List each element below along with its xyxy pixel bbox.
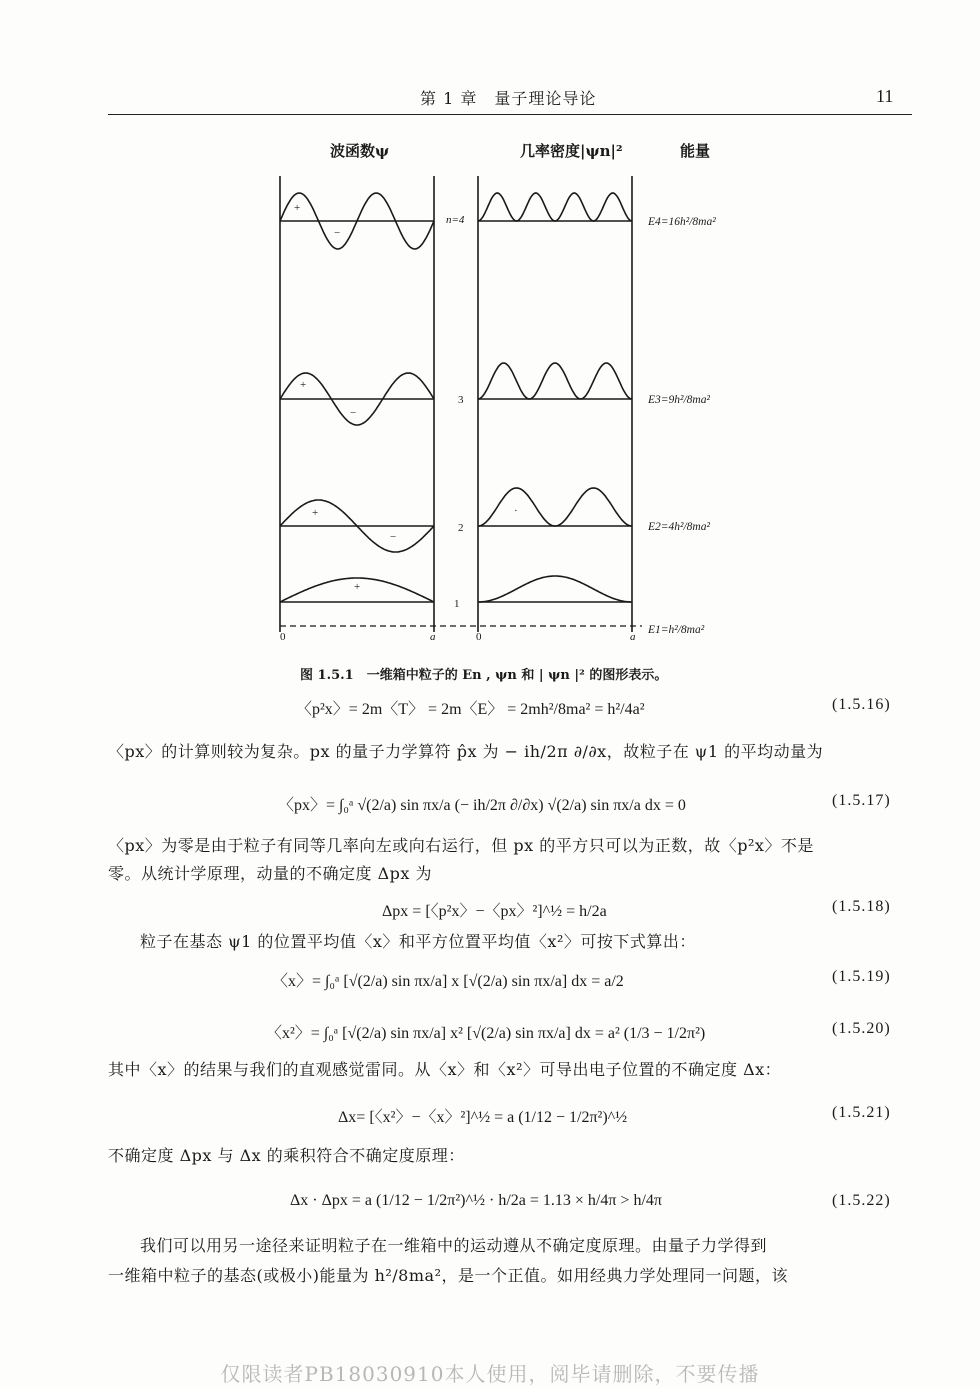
wavefunction-column-heading: 波函数ψ <box>330 142 390 160</box>
paragraph-alternative-proof-line1: 我们可以用另一途径来证明粒子在一维箱中的运动遵从不确定度原理。由量子力学得到 <box>140 1236 768 1255</box>
equation-1-5-20: 〈x²〉= ∫₀ᵃ [√(2/a) sin πx/a] x² [√(2/a) sin πx/a] dx = a² (1/3 − 1/2π²) <box>266 1025 706 1042</box>
psi3-minus-sign: − <box>350 407 357 419</box>
equation-number-1-5-21: (1.5.21) <box>832 1104 891 1121</box>
prob1-curve <box>478 576 632 602</box>
paragraph-px-operator: 〈px〉的计算则较为复杂。px 的量子力学算符 p̂x 为 − ih/2π ∂/∂x，故粒子在 ψ1 的平均动量为 <box>108 742 824 761</box>
n4-label: n=4 <box>446 214 465 226</box>
n3-label: 3 <box>458 394 464 406</box>
left-box-a-label: a <box>430 631 436 643</box>
equation-1-5-17: 〈px〉= ∫₀ᵃ √(2/a) sin πx/a (− ih/2π ∂/∂x) √(2/a) sin πx/a dx = 0 <box>278 797 686 814</box>
left-box-origin-label: 0 <box>280 631 286 643</box>
energy-column-heading: 能量 <box>680 142 711 160</box>
equation-number-1-5-17: (1.5.17) <box>832 792 891 809</box>
paragraph-delta-x: 其中〈x〉的结果与我们的直观感觉雷同。从〈x〉和〈x²〉可导出电子位置的不确定度 Δx： <box>108 1060 782 1079</box>
chapter-title: 第 1 章 量子理论导论 <box>420 89 597 108</box>
energy-level-2: E2=4h²/8ma² <box>648 521 710 533</box>
watermark: 仅限读者PB18030910本人使用，阅毕请删除，不要传播 <box>220 1362 760 1386</box>
prob2-curve <box>478 488 632 526</box>
header-rule <box>108 114 912 115</box>
paragraph-alternative-proof-line2: 一维箱中粒子的基态(或极小)能量为 h²/8ma²，是一个正值。如用经典力学处理同一问题，该 <box>108 1266 788 1285</box>
psi3-plus-sign: + <box>300 379 307 391</box>
right-box-origin-label: 0 <box>476 631 482 643</box>
equation-1-5-18: Δpx = [〈p²x〉−〈px〉²]^½ = h/2a <box>382 903 607 920</box>
prob3-curve <box>478 363 632 399</box>
paragraph-px-zero-line2: 零。从统计学原理，动量的不确定度 Δpx 为 <box>108 864 432 883</box>
right-box-a-label: a <box>630 631 636 643</box>
psi2-plus-sign: + <box>312 507 319 519</box>
prob4-curve <box>478 193 632 221</box>
equation-number-1-5-16: (1.5.16) <box>832 696 891 713</box>
energy-level-1: E1=h²/8ma² <box>648 624 705 636</box>
n2-label: 2 <box>458 522 464 534</box>
equation-1-5-16: 〈p²x〉= 2m〈T〉 = 2m〈E〉 = 2mh²/8ma² = h²/4a² <box>296 701 645 718</box>
equation-number-1-5-20: (1.5.20) <box>832 1020 891 1037</box>
prob2-dot: · <box>514 505 518 517</box>
energy-level-4: E4=16h²/8ma² <box>648 216 716 228</box>
figure-caption: 图 1.5.1 一维箱中粒子的 En , ψn 和 | ψn |² 的图形表示。 <box>300 668 668 683</box>
paragraph-uncertainty-product: 不确定度 Δpx 与 Δx 的乘积符合不确定度原理： <box>108 1146 465 1165</box>
energy-level-3: E3=9h²/8ma² <box>648 394 710 406</box>
equation-number-1-5-18: (1.5.18) <box>832 898 891 915</box>
probability-column-heading: 几率密度|ψn|² <box>520 142 623 160</box>
equation-1-5-22: Δx · Δpx = a (1/12 − 1/2π²)^½ · h/2a = 1.13 × h/4π > h/4π <box>290 1192 662 1209</box>
equation-number-1-5-22: (1.5.22) <box>832 1192 891 1209</box>
equation-number-1-5-19: (1.5.19) <box>832 968 891 985</box>
psi2-minus-sign: − <box>390 531 397 543</box>
equation-1-5-21: Δx= [〈x²〉−〈x〉²]^½ = a (1/12 − 1/2π²)^½ <box>338 1109 628 1126</box>
n1-label: 1 <box>454 598 460 610</box>
psi4-plus-sign: + <box>294 202 301 214</box>
psi1-plus-sign: + <box>354 581 361 593</box>
equation-1-5-19: 〈x〉= ∫₀ᵃ [√(2/a) sin πx/a] x [√(2/a) sin πx/a] dx = a/2 <box>272 973 624 990</box>
paragraph-px-zero-line1: 〈px〉为零是由于粒子有同等几率向左或向右运行，但 px 的平方只可以为正数，故〈p²x〉不是 <box>108 836 814 855</box>
paragraph-position-average: 粒子在基态 ψ1 的位置平均值〈x〉和平方位置平均值〈x²〉可按下式算出： <box>140 932 696 951</box>
particle-in-box-figure <box>270 170 770 650</box>
page-number: 11 <box>876 86 894 106</box>
psi4-minus-sign: − <box>334 227 341 239</box>
